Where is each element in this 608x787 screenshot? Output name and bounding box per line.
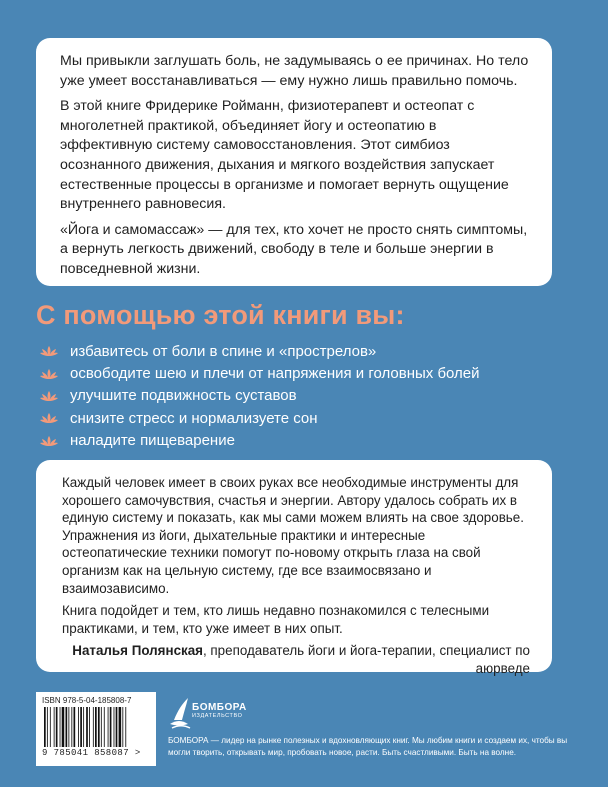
benefit-text: освободите шею и плечи от напряжения и головных болей (70, 365, 480, 383)
barcode-bar (86, 707, 88, 747)
benefits-list (40, 340, 580, 452)
review-paragraph-1: Каждый человек имеет в своих руках все необходимые инструменты для хорошего самочувствия, счастья и энергии. Автору удалось собрать их в единую систему и показать, как мы сами можем влиять на свое здоровье. Упражнения из йоги, дыхательные практики и интересные остеопатические техники помогут по-новому открыть глаза на свой организм как на цельную систему, где все взаимосвязано и взаимозависимо. (62, 475, 524, 596)
barcode-bar (98, 707, 100, 747)
barcode-bar (60, 707, 61, 747)
barcode-bar (83, 707, 84, 747)
barcode-bar (101, 707, 102, 747)
publisher-description: БОМБОРА — лидер на рынке полезных и вдохновляющих книг. Мы любим книги и создаем их, чтобы вы могли творить, открывать мир, пробовать новое, расти. Быть счастливыми. Быть на волне. (168, 736, 568, 757)
author-name: Наталья Полянская (72, 643, 203, 659)
barcode-bar (80, 707, 82, 747)
benefit-text: улучшите подвижность суставов (70, 387, 297, 405)
lotus-icon (40, 390, 58, 402)
barcode-bar (93, 707, 94, 747)
author-role: , преподаватель йоги и йога-терапии, специалист по аюрведе (202, 643, 530, 676)
benefits-heading: С помощью этой книги вы: (36, 300, 405, 330)
barcode-bar (54, 707, 55, 747)
intro-paragraph-3: «Йога и самомассаж» — для тех, кто хочет не просто снять симптомы, а вернуть легкость движений, свободу в теле и больше энергии в повседневной жизни. (60, 221, 528, 277)
barcode-bar (122, 707, 123, 747)
intro-paragraph-1: Мы привыкли заглушать боль, не задумываясь о ее причинах. Но тело уже умеет восстанавливаться — ему нужно лишь правильно помочь. (60, 53, 529, 89)
benefit-text: избавитесь от боли в спине и «прострелов» (70, 342, 377, 360)
publisher-name: БОМБОРА (192, 702, 247, 713)
barcode-digits: 9 785041 858087 > (42, 748, 141, 758)
benefit-text: наладите пищеварение (70, 432, 235, 450)
benefit-item (40, 340, 580, 362)
barcode-bar (89, 707, 90, 747)
benefit-item (40, 385, 580, 407)
barcode-bar (78, 707, 79, 747)
barcode-bars (42, 707, 150, 747)
lotus-icon (40, 345, 58, 357)
barcode-bar (66, 707, 68, 747)
benefit-item (40, 407, 580, 429)
review-author (62, 642, 530, 677)
barcode-bar (116, 707, 118, 747)
lotus-icon (40, 368, 58, 380)
barcode-bar (71, 707, 72, 747)
barcode-bar (50, 707, 51, 747)
barcode-bar (125, 707, 126, 747)
lotus-icon (40, 412, 58, 424)
barcode-bar (62, 707, 65, 747)
benefit-item (40, 430, 580, 452)
barcode (36, 692, 156, 766)
benefit-item (40, 362, 580, 384)
barcode-bar (68, 707, 69, 747)
barcode-bar (56, 707, 58, 747)
barcode-bar (114, 707, 115, 747)
barcode-bar (47, 707, 48, 747)
review-paragraph-2: Книга подойдет и тем, кто лишь недавно познакомился с телесными практиками, и тем, кто уже имеет в них опыт. (62, 603, 490, 636)
intro-paragraph-2: В этой книге Фридерике Ройманн, физиотерапевт и остеопат с многолетней практикой, объединяет йогу и остеопатию в эффективную систему самовосстановления. Этот симбиоз осознанного движения, дыхания и мягкого воздействия запускает естественные процессы в организме и помогает вернуть ощущение внутреннего равновесия. (60, 98, 509, 213)
benefit-text: снизите стресс и нормализуете сон (70, 409, 318, 427)
lotus-icon (40, 435, 58, 447)
barcode-bar (119, 707, 122, 747)
barcode-bar (104, 707, 105, 747)
review-card (36, 460, 552, 676)
barcode-bar (95, 707, 97, 747)
barcode-bar (108, 707, 109, 747)
barcode-bar (74, 707, 76, 747)
barcode-bar (110, 707, 112, 747)
intro-card (36, 38, 552, 286)
publisher-sub: ИЗДАТЕЛЬСТВО (192, 713, 243, 719)
isbn-text: ISBN 978-5-04-185808-7 (42, 696, 132, 705)
barcode-bar (44, 707, 46, 747)
